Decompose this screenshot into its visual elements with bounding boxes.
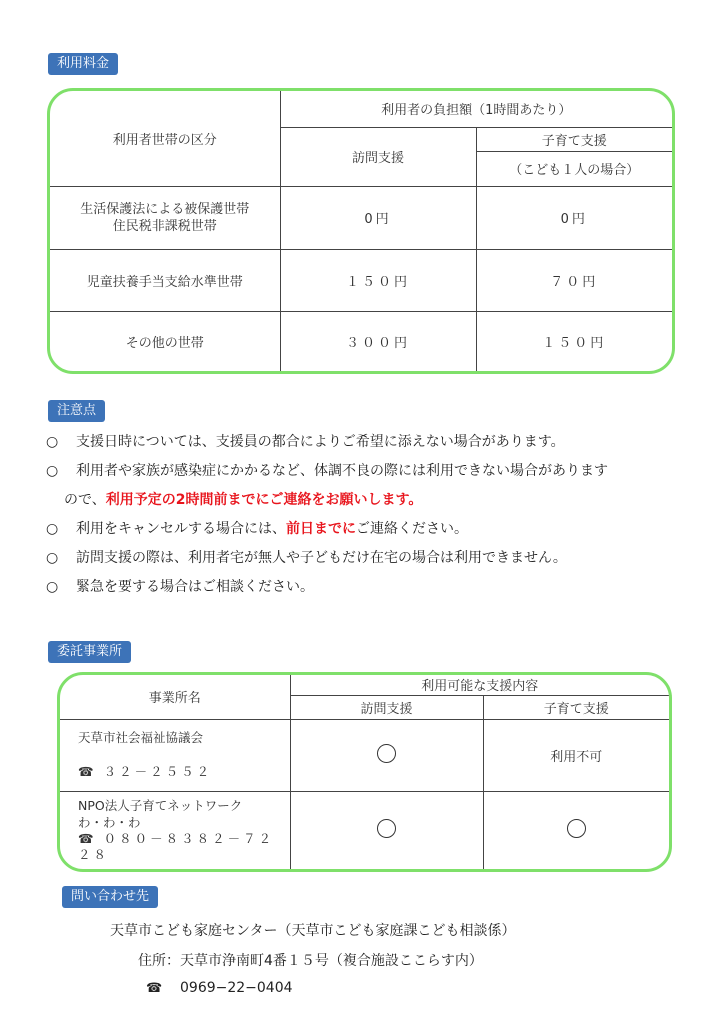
fees-row-childcare: １５０円 [476, 311, 672, 371]
bullet-icon: ○ [46, 521, 59, 537]
circle-icon [567, 819, 586, 838]
phone-icon: ☎ [78, 831, 97, 847]
note-item: ○ 緊急を要する場合はご相談ください。 [46, 573, 686, 602]
fees-header-visit: 訪問支援 [280, 127, 476, 186]
circle-icon [377, 819, 396, 838]
note-highlight: 前日までに [286, 521, 356, 537]
phone-icon: ☎ [146, 981, 163, 996]
offices-tag: 委託事業所 [48, 641, 131, 663]
office-cell [60, 719, 290, 791]
fees-row-category: 生活保護法による被保護世帯 住民税非課税世帯 [50, 186, 280, 249]
note-item: ○ 訪問支援の際は、利用者宅が無人や子どもだけ在宅の場合は利用できません。 [46, 544, 686, 573]
fees-header-burden: 利用者の負担額（1時間あたり） [280, 91, 672, 127]
office-phone: ３２－２５５２ [103, 764, 213, 779]
fees-row-childcare: ７０円 [476, 249, 672, 311]
contact-org: 天草市こども家庭センター（天草市こども家庭課こども相談係） [110, 923, 516, 939]
fees-row-category: 児童扶養手当支給水準世帯 [50, 249, 280, 311]
contact-tag: 問い合わせ先 [62, 886, 158, 908]
note-item: ○ 利用者や家族が感染症にかかるなど、体調不良の際には利用できない場合があります [46, 457, 686, 486]
notes-tag: 注意点 [48, 400, 105, 422]
office-childcare-available [483, 791, 669, 869]
bullet-icon: ○ [46, 579, 59, 595]
bullet-icon: ○ [46, 434, 59, 450]
bullet-icon: ○ [46, 550, 59, 566]
fees-row-visit: １５０円 [280, 249, 476, 311]
fees-header-childcare-note: （こども１人の場合） [476, 151, 672, 186]
contact-phone: 0969−22−0404 [180, 980, 293, 996]
fees-tag: 利用料金 [48, 53, 118, 75]
note-item-continuation: ので、利用予定の2時間前までにご連絡をお願いします。 [64, 492, 423, 508]
fees-row-category: その他の世帯 [50, 311, 280, 371]
offices-header-available: 利用可能な支援内容 [290, 675, 669, 695]
office-childcare-availability: 利用不可 [483, 719, 669, 791]
bullet-icon: ○ [46, 463, 59, 479]
offices-header-childcare: 子育て支援 [483, 695, 669, 719]
office-name: 天草市社会福祉協議会 [78, 730, 204, 745]
note-item: ○ 利用をキャンセルする場合には、前日までにご連絡ください。 [46, 515, 686, 544]
offices-header-name: 事業所名 [60, 675, 290, 719]
office-phone: ０８０－８３８２－７２２８ [78, 831, 275, 863]
fees-row-visit: ３００円 [280, 311, 476, 371]
note-item: ○ 支援日時については、支援員の都合によりご希望に添えない場合があります。 [46, 428, 686, 457]
office-name: NPO法人子育てネットワーク わ・わ・わ [78, 798, 243, 831]
fees-table [47, 88, 675, 374]
fees-header-category: 利用者世帯の区分 [50, 91, 280, 186]
office-cell [60, 791, 290, 869]
notes-list [46, 428, 686, 602]
contact-address: 住所：天草市浄南町4番１５号（複合施設ここらす内） [138, 953, 483, 969]
phone-icon: ☎ [78, 764, 97, 779]
offices-table [57, 672, 672, 872]
office-visit-available [290, 791, 483, 869]
fees-row-visit: 0円 [280, 186, 476, 249]
fees-header-childcare: 子育て支援 [476, 127, 672, 151]
note-highlight: 利用予定の2時間前までにご連絡をお願いします。 [105, 492, 423, 508]
offices-header-visit: 訪問支援 [290, 695, 483, 719]
fees-row-childcare: 0円 [476, 186, 672, 249]
circle-icon [377, 744, 396, 763]
contact-phone-line [146, 980, 293, 996]
office-visit-available [290, 719, 483, 791]
